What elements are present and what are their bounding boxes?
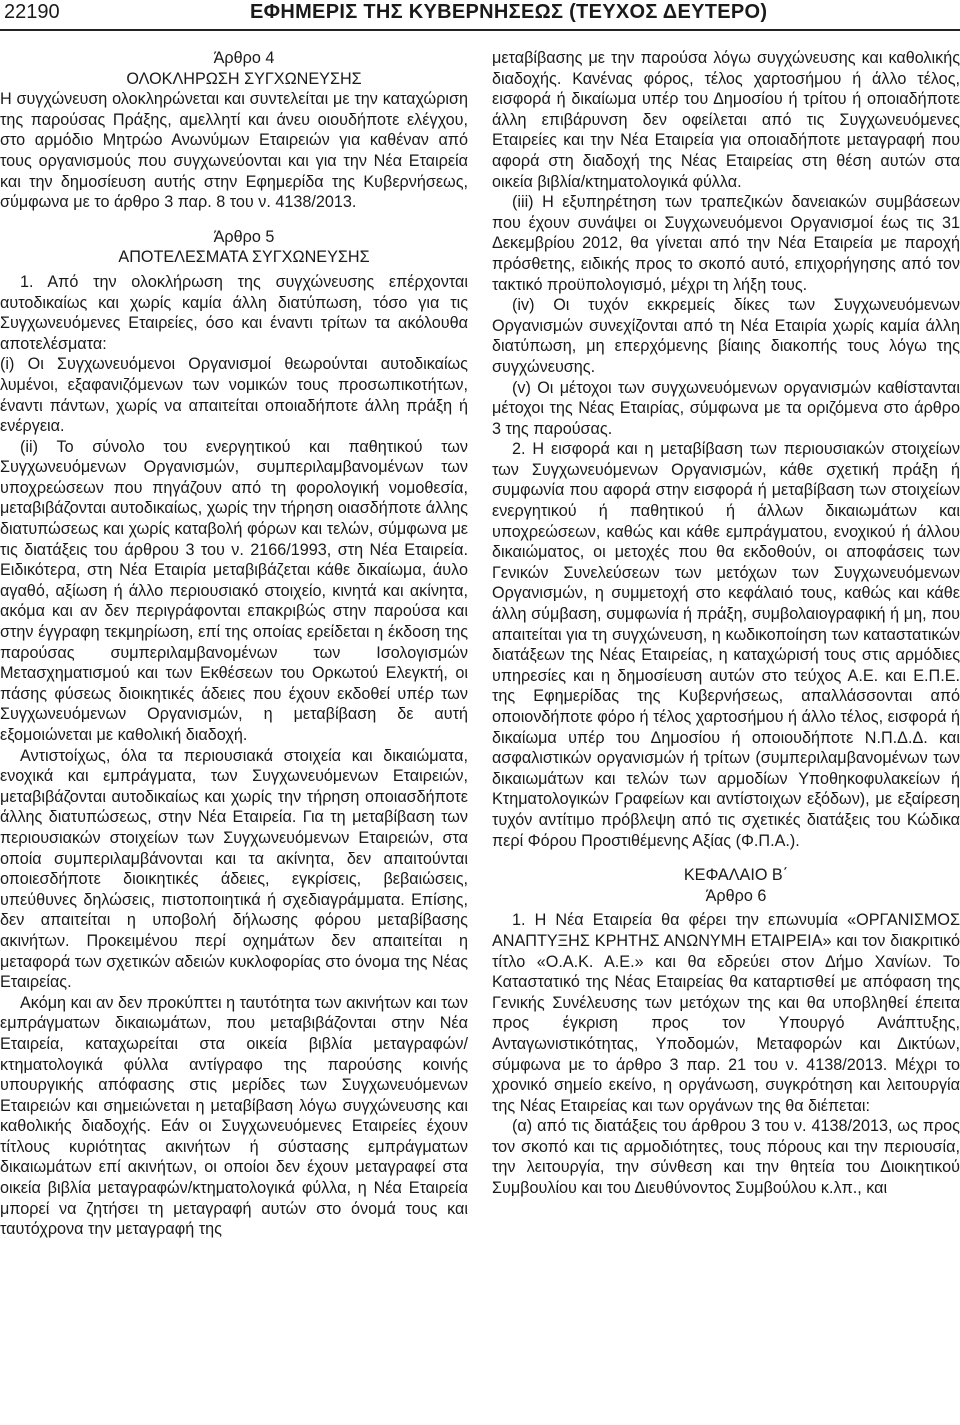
- article-6-heading: Άρθρο 6: [705, 886, 767, 905]
- header-rule: [0, 29, 960, 31]
- article-6-paragraph-a: (α) από τις διατάξεις του άρθρου 3 του ν. 4138/2013, ως προς τον σκοπό και τις αρμοδιότητες, τους πόρους και την περιουσία, την λειτουργία, την σύνθεση και την θητεία του Διοικητικού Συμβουλίου και του Διευθύνοντος Συμβούλου κ.λπ., και: [492, 1117, 960, 1198]
- chapter-heading: ΚΕΦΑΛΑΙΟ Β΄: [683, 866, 789, 885]
- article-5-heading: Άρθρο 5: [213, 227, 275, 246]
- article-4-paragraph: Η συγχώνευση ολοκληρώνεται και συντελείται με την καταχώριση της παρούσας Πράξης, αμελλητί και άνευ οιουδήποτε ελέγχου, στο αρμόδιο Μητρώο Ανωνύμων Εταιρειών για καθέναν από τους οργανισμούς που συγχωνεύονται και για την Νέα Εταιρεία και την δημοσίευση αυτής στην Εφημερίδα της Κυβερνήσεως, σύμφωνα με το άρθρο 3 παρ. 8 του ν. 4138/2013.: [0, 90, 468, 212]
- page-header: [0, 0, 960, 30]
- article-5-paragraph-assets: Αντιστοίχως, όλα τα περιουσιακά στοιχεία και δικαιώματα, ενοχικά και εμπράγματα, των Συγχωνευόμενων Εταιρειών, μεταβιβάζονται αυτοδικαίως και χωρίς την τήρηση οποιασδήποτε άλλης διατυπώσεως, στην Νέα Εταιρεία. Για τη μεταβίβαση των περιουσιακών στοιχείων των Συγχωνευόμενων Εταιρειών, στα οποία συμπεριλαμβάνονται και τα ακίνητα, δεν απαιτούνται οποιεσδήποτε διοικητικές άδειες, εγκρίσεις, βεβαιώσεις, υπεύθυνες δηλώσεις, πιστοποιητικά ή σχεδιαγράμματα. Επίσης, δεν απαιτείται η υποβολή δήλωσης φόρου μεταβίβασης ακινήτων. Προκειμένου περί οχημάτων δεν απαιτείται η μεταφορά των σχετικών αδειών κυκλοφορίας στο όνομα της Νέας Εταιρείας.: [0, 746, 468, 992]
- right-column: [492, 48, 960, 1199]
- article-5-paragraph-1: 1. Από την ολοκλήρωση της συγχώνευσης επέρχονται αυτοδικαίως και χωρίς καμία άλλη διατύπωση, τόσο για τις Συγχωνευόμενες Εταιρείες, όσο και έναντι τρίτων τα ακόλουθα αποτελέσματα:: [0, 272, 468, 353]
- article-5-paragraph-ii: (ii) Το σύνολο του ενεργητικού και παθητικού των Συγχωνευόμενων Οργανισμών, συμπεριλαμβανομένων των υποχρεώσεων που πηγάζουν από τη φορολογική νομοθεσία, μεταβιβάζονται αυτοδικαίως, χωρίς την τήρηση οιασδήποτε άλλης διατυπώσεως και χωρίς καταβολή φόρων και τελών, σύμφωνα με τις διατάξεις του άρθρου 3 του ν. 2166/1993, στη Νέα Εταιρεία. Ειδικότερα, στη Νέα Εταιρία μεταβιβάζεται κάθε δικαίωμα, άυλο αγαθό, αξίωση ή άλλο περιουσιακό στοιχείο, κινητά και ακίνητα, ακόμα και αν δεν περιγράφονται επακριβώς στην παρούσα και στην έγγραφη τεκμηρίωση, επί της οποίας ερείδεται η έκδοση της παρούσας συμπεριλαμβανομένων των Ισολογισμών Μετασχηματισμού και των Εκθέσεων του Ορκωτού Ελεγκτή, οι πάσης φύσεως διοικητικές άδειες που έχουν εκδοθεί υπέρ των Συγχωνευόμενων Οργανισμών, η μεταβίβαση δε αυτή εξομοιώνεται με καθολική διαδοχή.: [0, 437, 468, 744]
- article-4-title: ΟΛΟΚΛΗΡΩΣΗ ΣΥΓΧΩΝΕΥΣΗΣ: [126, 69, 362, 88]
- article-5-paragraph-v: (v) Οι μέτοχοι των συγχωνευόμενων οργανισμών καθίστανται μέτοχοι της Νέας Εταιρίας, σύμφωνα με τα οριζόμενα στο άρθρο 3 της παρούσας.: [492, 378, 960, 438]
- article-5-paragraph-i: (i) Οι Συγχωνευόμενοι Οργανισμοί θεωρούνται αυτοδικαίως λυμένοι, εξαφανιζόμενων των νομικών τους προσωπικοτήτων, έναντι πάντων, χωρίς να απαιτείται οποιαδήποτε άλλη πράξη ή ενέργεια.: [0, 355, 468, 436]
- page-number: 22190: [4, 1, 60, 23]
- article-6-paragraph-1: 1. Η Νέα Εταιρεία θα φέρει την επωνυμία «ΟΡΓΑΝΙΣΜΟΣ ΑΝΑΠΤΥΞΗΣ ΚΡΗΤΗΣ ΑΝΩΝΥΜΗ ΕΤΑΙΡΕΙΑ» και τον διακριτικό τίτλο «Ο.Α.Κ. Α.Ε.» και θα εδρεύει στον Δήμο Χανίων. Το Καταστατικό της Νέας Εταιρείας θα καταρτισθεί με απόφαση της Γενικής Συνέλευσης των μετόχων της και θα υποβληθεί έπειτα προς έγκριση προς τον Υπουργό Ανάπτυξης, Ανταγωνιστικότητας, Υποδομών, Μεταφορών και Δικτύων, σύμφωνα με το άρθρο 3 παρ. 21 του ν. 4138/2013. Μέχρι το χρονικό σημείο εκείνο, η οργάνωση, συγκρότηση και λειτουργία της Νέας Εταιρείας και των οργάνων της θα διέπεται:: [492, 911, 960, 1115]
- gazette-title: ΕΦΗΜΕΡΙΣ ΤΗΣ ΚΥΒΕΡΝΗΣΕΩΣ (ΤΕΥΧΟΣ ΔΕΥΤΕΡΟ): [250, 1, 768, 23]
- article-5-paragraph-2: 2. Η εισφορά και η μεταβίβαση των περιουσιακών στοιχείων των Συγχωνευόμενων Οργανισμών, κάθε σχετική πράξη ή συμφωνία που αφορά στην εισφορά ή μεταβίβαση των στοιχείων ενεργητικού ή παθητικού ή άλλων δικαιωμάτων και υποχρεώσεων, καθώς και κάθε εμπράγματου, ενοχικού ή άλλου δικαιώματος, οι μετοχές που θα εκδοθούν, οι αποφάσεις των Γενικών Συνελεύσεων των μετόχων των Συγχωνευόμενων Οργανισμών, η συμμετοχή στο κεφάλαιό τους, καθώς και κάθε άλλη σύμβαση, συμφωνία ή πράξη, συμβολαιογραφική ή μη, που απαιτείται για τη συγχώνευση, η κωδικοποίηση των καταστατικών διατάξεων της Νέας Εταιρείας, η καταχώρισή τους στις αρμόδιες υπηρεσίες και η δημοσίευση αυτών στο τεύχος Α.Ε. και Ε.Π.Ε. της Εφημερίδας της Κυβερνήσεως, απαλλάσσονται από οποιονδήποτε φόρο ή τέλος χαρτοσήμου ή άλλο τέλος, εισφορά ή δικαίωμα υπέρ του Δημοσίου ή οποιουδήποτε Ν.Π.Δ.Δ. και ασφαλιστικών οργανισμών ή τρίτων (συμπεριλαμβανομένων των δικαιωμάτων και τελών των αρμοδίων Υποθηκοφυλακείων ή Κτηματολογικών Γραφείων και αντίστοιχων εξόδων), με εξαίρεση τυχόν αντίτιμο πρόβλεψη από τις σχετικές διατάξεις του Κώδικα περί Φόρου Προστιθέμενης Αξίας (Φ.Π.Α.).: [492, 440, 960, 850]
- continuation-paragraph: μεταβίβασης με την παρούσα λόγω συγχώνευσης και καθολικής διαδοχής. Κανένας φόρος, τέλος χαρτοσήμου ή άλλο τέλος, εισφορά ή δικαίωμα υπέρ του Δημοσίου ή τρίτου ή οποιαδήποτε άλλη επιβάρυνση δεν οφείλεται από τις Συγχωνευόμενες Εταιρείες και την Νέα Εταιρεία για οποιαδήποτε μεταγραφή που αφορά στη διαδοχή της Νέας Εταιρείας στη θέση αυτών στα οικεία βιβλία/κτηματολογικά φύλλα.: [492, 49, 960, 191]
- article-5-title: ΑΠΟΤΕΛΕΣΜΑΤΑ ΣΥΓΧΩΝΕΥΣΗΣ: [118, 248, 370, 267]
- left-column: [0, 48, 468, 1240]
- article-5-paragraph-realestate: Ακόμη και αν δεν προκύπτει η ταυτότητα των ακινήτων και των εμπράγματων δικαιωμάτων, που μεταβιβάζονται στην Νέα Εταιρεία, καταχωρείται στα οικεία βιβλία μεταγραφών/κτηματολογικά φύλλα αντίγραφο της παρούσης κοινής υπουργικής απόφασης στις μερίδες των Συγχωνευόμενων Εταιρειών και σημειώνεται η μεταβίβαση λόγω συγχώνευσης και καθολικής διαδοχής. Εάν οι Συγχωνευόμενες Εταιρείες έχουν τίτλους κυριότητας ακινήτων ή σύστασης εμπράγματων δικαιωμάτων επί ακινήτων, οι οποίοι δεν έχουν μεταγραφεί στα οικεία βιβλία μεταγραφών/κτηματολογικά φύλλα, η Νέα Εταιρεία μπορεί να ζητήσει τη μεταγραφή αυτών στο όνομά τους και ταυτόχρονα την μεταγραφή της: [0, 993, 468, 1239]
- spacer: [492, 851, 960, 865]
- spacer: [0, 213, 468, 227]
- article-5-paragraph-iii: (iii) Η εξυπηρέτηση των τραπεζικών δανειακών συμβάσεων που έχουν συνάψει οι Συγχωνευόμενοι Οργανισμοί έως τις 31 Δεκεμβρίου 2012, θα γίνεται από την Νέα Εταιρεία με παροχή πρόσθετης, ειδικής προς το σκοπό αυτό, επιχορήγησης από τον τακτικό προϋπολογισμό, μέχρι τη λήξη τους.: [492, 193, 960, 294]
- article-4-heading: Άρθρο 4: [213, 49, 275, 67]
- article-5-paragraph-iv: (iv) Οι τυχόν εκκρεμείς δίκες των Συγχωνευόμενων Οργανισμών συνεχίζονται από τη Νέα Εταιρία χωρίς καμία άλλη διατύπωση, μη επερχόμενης βίαιης διακοπής τους λόγω της συγχώνευσης.: [492, 296, 960, 376]
